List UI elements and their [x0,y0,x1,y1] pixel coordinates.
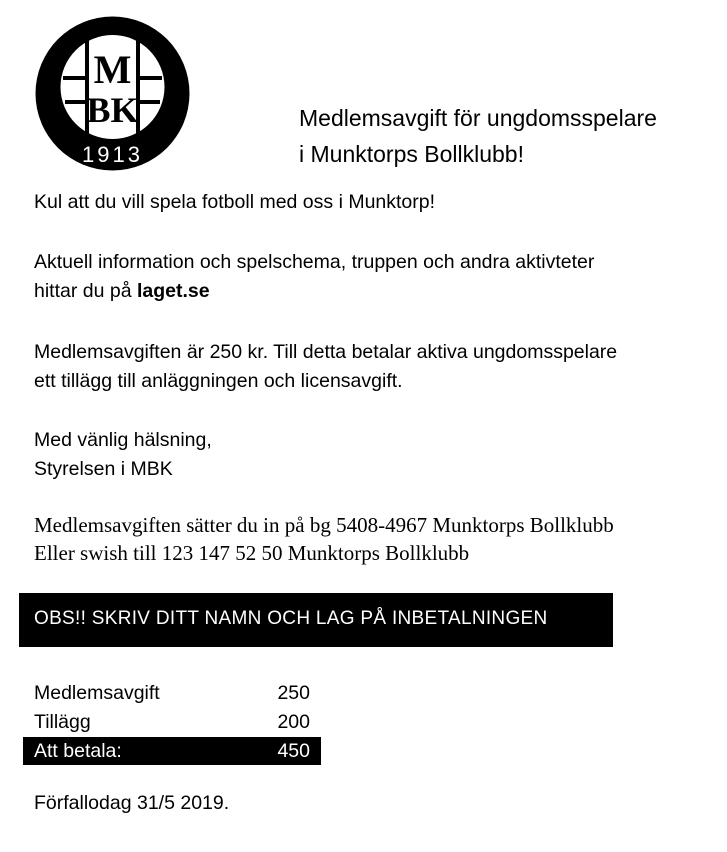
due-date: Förfallodag 31/5 2019. [34,792,230,814]
greeting [34,426,212,484]
title-line-2: i Munktorps Bollklubb! [299,141,524,167]
fee-line-1: Medlemsavgiften är 250 kr. Till detta betalar aktiva ungdomsspelare [34,341,618,363]
fee-label: Tillägg [34,711,91,733]
intro-text: Kul att du vill spela fotboll med oss i Munktorp! [34,191,436,213]
greeting-line-2: Styrelsen i MBK [34,458,173,480]
logo-letter-m: M [93,47,132,92]
info-line-2 [34,277,594,306]
document-title [299,100,657,172]
fee-paragraph [34,338,617,396]
fee-row-membership [23,679,321,708]
payment-line-1: Medlemsavgiften sätter du in på bg 5408-4967 Munktorps Bollklubb [34,513,614,537]
club-logo [35,16,190,171]
info-line-1: Aktuell information och spelschema, truppen och andra aktivteter [34,251,595,273]
fee-line-2: ett tillägg till anläggningen och licensavgift. [34,370,403,392]
total-label: Att betala: [34,740,122,762]
payment-line-2: Eller swish till 123 147 52 50 Munktorps Bollklubb [34,541,470,565]
fee-value: 200 [277,711,310,733]
info-paragraph [34,248,594,306]
fee-table [23,679,321,765]
fee-row-total [23,737,321,765]
fee-label: Medlemsavgift [34,682,160,704]
logo-letters-bk: BK [86,90,139,130]
payment-info [34,511,614,567]
title-line-1: Medlemsavgift för ungdomsspelare [299,105,657,131]
greeting-line-1: Med vänlig hälsning, [34,429,212,451]
info-prefix: hittar du på [34,280,137,302]
fee-row-supplement [23,708,321,737]
notice-banner: OBS!! SKRIV DITT NAMN OCH LAG PÅ INBETALNINGEN [19,593,613,647]
laget-link[interactable]: laget.se [136,280,210,302]
logo-year: 1913 [82,142,143,167]
total-value: 450 [277,740,310,762]
fee-value: 250 [277,682,310,704]
